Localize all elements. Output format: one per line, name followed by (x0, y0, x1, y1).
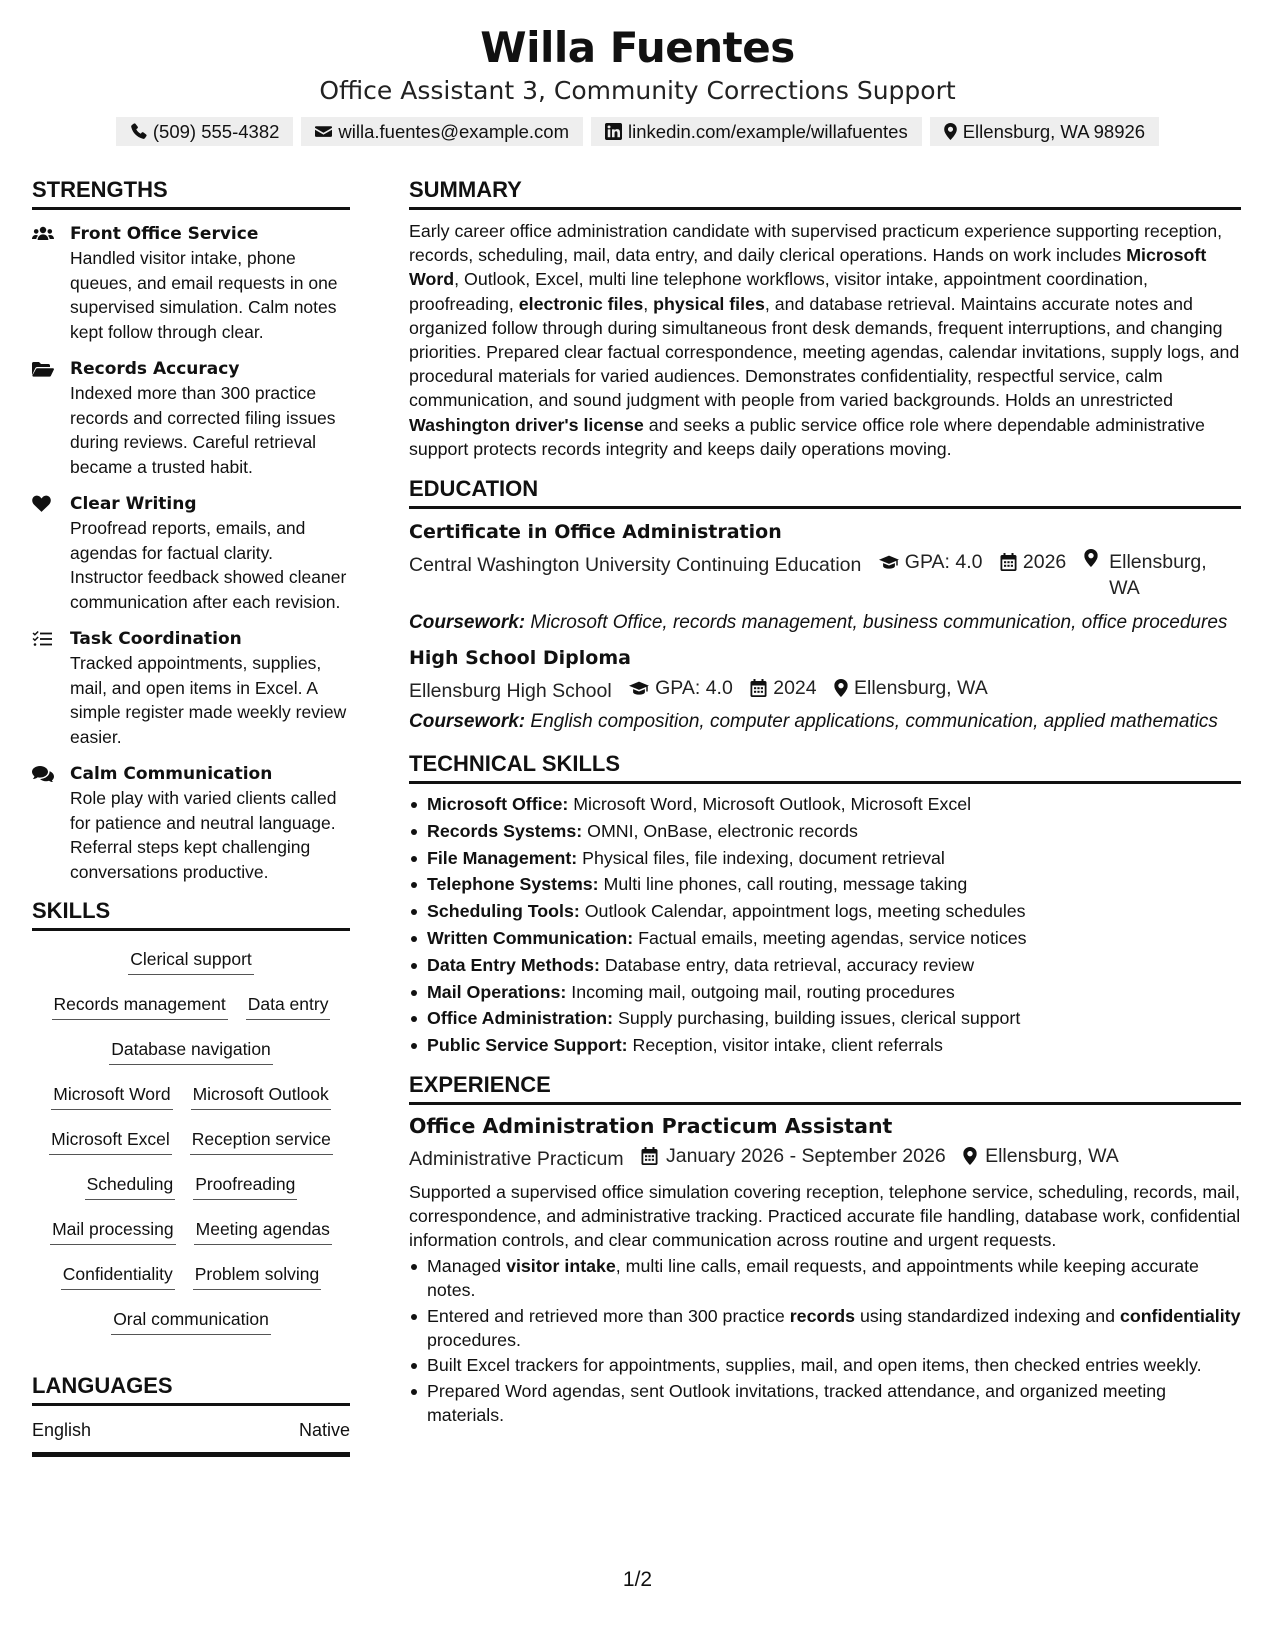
skill-tag: Microsoft Outlook (191, 1082, 331, 1110)
degree-title: High School Diploma (409, 647, 631, 670)
job-dates: January 2026 - September 2026 (665, 1145, 946, 1167)
skill-tag: Clerical support (128, 947, 254, 975)
strength-title: Task Coordination (70, 629, 242, 649)
organization: Administrative Practicum (409, 1148, 624, 1170)
technical-skills-list (409, 791, 1241, 1059)
comments-icon (32, 765, 54, 783)
job-bullet: Built Excel trackers for appointments, supplies, mail, and open items, then checked entries weekly. (409, 1353, 1241, 1377)
job-bullets (409, 1254, 1241, 1428)
strengths-heading: STRENGTHS (32, 176, 350, 210)
coursework: Coursework: English composition, computer applications, communication, applied mathematics (409, 711, 1218, 733)
school-name: Ellensburg High School (409, 680, 612, 703)
strength-description: Tracked appointments, supplies, mail, and open items in Excel. A simple register made weekly review easier. (70, 653, 347, 747)
graduation-year: 2026 (1022, 551, 1067, 574)
technical-skill-item: Telephone Systems: Multi line phones, call routing, message taking (409, 871, 1241, 898)
skill-tag: Reception service (190, 1127, 333, 1155)
skill-tag: Microsoft Word (51, 1082, 172, 1110)
skill-tag: Scheduling (85, 1172, 176, 1200)
job-bullet: Managed visitor intake, multi line calls, email requests, and appointments while keeping accurate notes. (409, 1254, 1241, 1302)
map-marker-icon (834, 679, 848, 697)
task-list-icon (32, 630, 52, 648)
technical-skill-item: Written Communication: Factual emails, meeting agendas, service notices (409, 925, 1241, 952)
linkedin-icon (605, 123, 622, 140)
skill-row (32, 1213, 350, 1258)
skill-tag: Proofreading (193, 1172, 297, 1200)
strength-item (32, 222, 350, 344)
skill-row (32, 1033, 350, 1078)
strength-item (32, 762, 350, 884)
map-marker-icon (944, 123, 957, 140)
skill-tag: Microsoft Excel (49, 1127, 172, 1155)
technical-skills-heading: TECHNICAL SKILLS (409, 750, 1241, 784)
page-number: 1/2 (622, 1568, 653, 1591)
skill-row (32, 1168, 350, 1213)
job-bullet: Entered and retrieved more than 300 practice records using standardized indexing and confidentiality procedures. (409, 1304, 1241, 1352)
contact-location (930, 117, 1159, 146)
contact-email-text: willa.fuentes@example.com (338, 120, 570, 142)
strengths-list (32, 222, 350, 884)
skill-tag: Oral communication (111, 1307, 271, 1335)
technical-skill-item: Office Administration: Supply purchasing, building issues, clerical support (409, 1005, 1241, 1032)
skill-tag: Database navigation (109, 1037, 273, 1065)
strength-title: Clear Writing (70, 494, 197, 514)
graduation-cap-icon (629, 679, 649, 697)
job-title: Office Administration Practicum Assistant (409, 1114, 893, 1138)
contact-linkedin-text: linkedin.com/example/willafuentes (628, 120, 908, 142)
skill-tag: Records management (52, 992, 228, 1020)
job-bullet: Prepared Word agendas, sent Outlook invitations, tracked attendance, and organized meeting materials. (409, 1379, 1241, 1427)
contact-phone[interactable] (116, 117, 294, 146)
contact-bar (0, 117, 1275, 146)
strength-description: Indexed more than 300 practice records and corrected filing issues during reviews. Careful retrieval became a trusted habit. (70, 383, 336, 477)
language-name: English (32, 1420, 92, 1440)
strength-title: Calm Communication (70, 764, 273, 784)
skills-heading: SKILLS (32, 897, 350, 931)
skill-row (32, 943, 350, 988)
map-marker-icon (1084, 549, 1098, 567)
strength-item (32, 357, 350, 479)
education-meta (409, 675, 1241, 704)
calendar-icon (1000, 553, 1017, 571)
skill-tag: Confidentiality (61, 1262, 175, 1290)
skill-row (32, 1258, 350, 1303)
contact-phone-text: (509) 555-4382 (152, 120, 280, 142)
job-description: Supported a supervised office simulation covering reception, telephone service, scheduling, records, mail, correspondence, and administrative tracking. Practiced accurate file handling, database work, confidential information controls, and clear communication across routine and urgent requests. (409, 1182, 1241, 1251)
education-item (409, 519, 1241, 635)
skills-list (32, 943, 350, 1348)
languages-heading: LANGUAGES (32, 1372, 350, 1406)
strength-description: Role play with varied clients called for patience and neutral language. Referral steps kept challenging conversations productive. (70, 788, 337, 882)
technical-skill-item: Mail Operations: Incoming mail, outgoing mail, routing procedures (409, 979, 1241, 1006)
skill-tag: Meeting agendas (194, 1217, 332, 1245)
contact-linkedin[interactable] (591, 117, 922, 146)
school-name: Central Washington University Continuing Education (409, 554, 862, 577)
envelope-icon (315, 123, 332, 140)
experience-heading: EXPERIENCE (409, 1071, 1241, 1105)
summary-heading: SUMMARY (409, 176, 1241, 210)
phone-icon (130, 123, 147, 140)
job-meta (409, 1143, 1241, 1172)
education-location: Ellensburg, WA (1109, 551, 1207, 600)
coursework: Coursework: Microsoft Office, records management, business communication, office procedures (409, 612, 1228, 634)
resume-header (0, 20, 1275, 146)
map-marker-icon (963, 1147, 977, 1165)
summary-text: Early career office administration candidate with supervised practicum experience supporting reception, records, scheduling, mail, data entry, and daily clerical operations. Hands on work includes Microsoft Word, Outlook, Excel, multi line telephone workflows, visitor intake, appointment coordination, proofreading, electronic files, physical files, and database retrieval. Maintains accurate notes and organized follow through during simultaneous front desk demands, frequent interruptions, and changing priorities. Prepared clear factual correspondence, meeting agendas, calendar invitations, supply logs, and procedural materials for varied audiences. Demonstrates confidentiality, respectful service, calm communication, and sound judgment with people from varied backgrounds. Holds an unrestricted Washington driver's license and seeks a public service office role where dependable administrative support protects records integrity and keeps daily operations moving. (409, 221, 1240, 459)
right-column (409, 176, 1241, 1429)
technical-skill-item: Microsoft Office: Microsoft Word, Microsoft Outlook, Microsoft Excel (409, 791, 1241, 818)
candidate-title: Office Assistant 3, Community Corrections Support (319, 76, 956, 105)
technical-skill-item: Records Systems: OMNI, OnBase, electronic records (409, 818, 1241, 845)
technical-skill-item: File Management: Physical files, file indexing, document retrieval (409, 845, 1241, 872)
candidate-name: Willa Fuentes (480, 23, 795, 72)
technical-skill-item: Public Service Support: Reception, visitor intake, client referrals (409, 1032, 1241, 1059)
experience-item (409, 1112, 1241, 1428)
left-column (32, 176, 350, 1457)
degree-title: Certificate in Office Administration (409, 521, 782, 544)
skill-tag: Data entry (246, 992, 331, 1020)
graduation-cap-icon (879, 553, 899, 571)
calendar-icon (750, 679, 767, 697)
education-heading: EDUCATION (409, 475, 1241, 509)
skill-tag: Mail processing (50, 1217, 176, 1245)
folder-open-icon (32, 360, 54, 378)
language-level: Native (298, 1420, 350, 1440)
gpa: GPA: 4.0 (655, 677, 733, 700)
skill-tag: Problem solving (193, 1262, 322, 1290)
users-icon (32, 225, 54, 243)
skill-row (32, 1123, 350, 1168)
technical-skill-item: Scheduling Tools: Outlook Calendar, appointment logs, meeting schedules (409, 898, 1241, 925)
heart-icon (32, 495, 51, 513)
strength-item (32, 627, 350, 749)
strength-title: Records Accuracy (70, 359, 240, 379)
skill-row (32, 1078, 350, 1123)
language-item (32, 1418, 350, 1457)
education-item (409, 645, 1241, 734)
contact-email[interactable] (301, 117, 583, 146)
strength-description: Handled visitor intake, phone queues, and email requests in one supervised simulation. Calm notes kept follow through clear. (70, 248, 338, 342)
strength-title: Front Office Service (70, 224, 259, 244)
strength-description: Proofread reports, emails, and agendas for factual clarity. Instructor feedback showed cleaner communication after each revision. (70, 518, 347, 612)
education-location: Ellensburg, WA (854, 677, 988, 700)
calendar-icon (641, 1147, 658, 1165)
technical-skill-item: Data Entry Methods: Database entry, data retrieval, accuracy review (409, 952, 1241, 979)
education-meta (409, 549, 1241, 601)
job-location: Ellensburg, WA (985, 1145, 1119, 1167)
gpa: GPA: 4.0 (904, 551, 983, 574)
graduation-year: 2024 (773, 677, 817, 700)
skill-row (32, 988, 350, 1033)
strength-item (32, 492, 350, 614)
contact-location-text: Ellensburg, WA 98926 (962, 120, 1146, 142)
skill-row (32, 1303, 350, 1348)
